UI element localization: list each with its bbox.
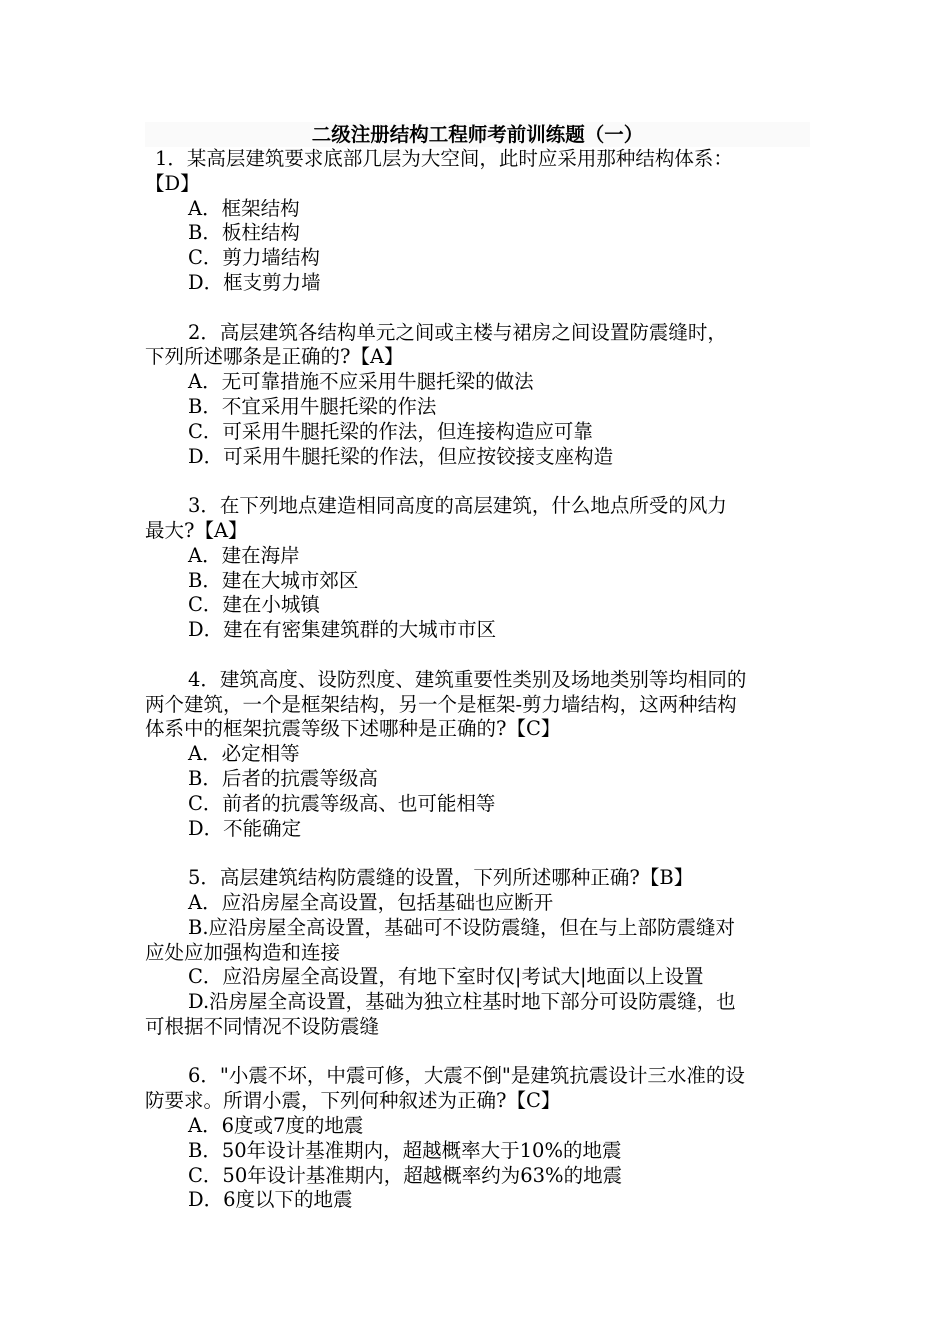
option-d: D．6度以下的地震 [188, 1188, 353, 1212]
option-a: A．应沿房屋全高设置，包括基础也应断开 [188, 890, 554, 914]
option-c: C．可采用牛腿托梁的作法，但连接构造应可靠 [188, 419, 593, 443]
option-d: D．建在有密集建筑群的大城市市区 [188, 618, 497, 642]
option-b: B．不宜采用牛腿托梁的作法 [188, 394, 437, 418]
option-a: A．6度或7度的地震 [188, 1114, 364, 1138]
question-text: 1．某高层建筑要求底部几层为大空间，此时应采用那种结构体系： [155, 147, 733, 170]
question-text: 下列所述哪条是正确的?【A】 [145, 345, 404, 369]
option-b-continued: 应处应加强构造和连接 [145, 940, 341, 964]
spacer [145, 643, 810, 668]
spacer [145, 841, 810, 866]
question-5 [145, 866, 810, 1040]
option-b: B.应沿房屋全高设置，基础可不设防震缝，但在与上部防震缝对 [188, 915, 736, 939]
option-b: B．建在大城市郊区 [188, 568, 359, 592]
spacer [145, 296, 810, 321]
question-1 [145, 147, 810, 296]
option-d: D.沿房屋全高设置，基础为独立柱基时地下部分可设防震缝，也 [188, 990, 736, 1014]
option-c: C．建在小城镇 [188, 593, 320, 617]
option-c: C．50年设计基准期内，超越概率约为63%的地震 [188, 1163, 623, 1187]
question-text: 两个建筑，一个是框架结构，另一个是框架-剪力墙结构，这两种结构 [145, 692, 737, 716]
option-b: B．后者的抗震等级高 [188, 766, 378, 790]
spacer [145, 469, 810, 494]
question-text: 防要求。所谓小震，下列何种叙述为正确?【C】 [145, 1089, 561, 1113]
question-3 [145, 494, 810, 643]
question-2 [145, 321, 810, 470]
question-text: 6．"小震不坏，中震可修，大震不倒"是建筑抗震设计三水准的设 [188, 1064, 745, 1088]
question-text: 3．在下列地点建造相同高度的高层建筑，什么地点所受的风力 [188, 494, 727, 518]
option-d: D．不能确定 [188, 816, 302, 840]
question-text: 2．高层建筑各结构单元之间或主楼与裙房之间设置防震缝时， [188, 320, 727, 344]
question-text: 4．建筑高度、设防烈度、建筑重要性类别及场地类别等均相同的 [188, 667, 747, 691]
option-b: B．50年设计基准期内，超越概率大于10%的地震 [188, 1138, 622, 1162]
document-title: 二级注册结构工程师考前训练题（一） [145, 122, 810, 147]
option-b: B．板柱结构 [188, 221, 300, 245]
question-text: 【D】 [145, 171, 200, 195]
option-a: A．必定相等 [188, 742, 300, 766]
option-c: C．前者的抗震等级高、也可能相等 [188, 791, 496, 815]
question-4 [145, 668, 810, 842]
question-text: 最大?【A】 [145, 518, 248, 542]
option-c: C．应沿房屋全高设置，有地下室时仅|考试大|地面以上设置 [188, 965, 704, 989]
option-d: D．可采用牛腿托梁的作法，但应按铰接支座构造 [188, 444, 614, 468]
spacer [145, 1040, 810, 1065]
option-a: A．框架结构 [188, 196, 300, 220]
option-d-continued: 可根据不同情况不设防震缝 [145, 1014, 380, 1038]
option-c: C．剪力墙结构 [188, 246, 320, 270]
option-a: A．建在海岸 [188, 543, 300, 567]
option-a: A．无可靠措施不应采用牛腿托梁的做法 [188, 370, 534, 394]
question-text: 体系中的框架抗震等级下述哪种是正确的?【C】 [145, 717, 561, 741]
option-d: D．框支剪力墙 [188, 270, 321, 294]
question-6 [145, 1064, 810, 1213]
question-text: 5．高层建筑结构防震缝的设置，下列所述哪种正确?【B】 [188, 866, 694, 890]
document-page [145, 122, 810, 1213]
